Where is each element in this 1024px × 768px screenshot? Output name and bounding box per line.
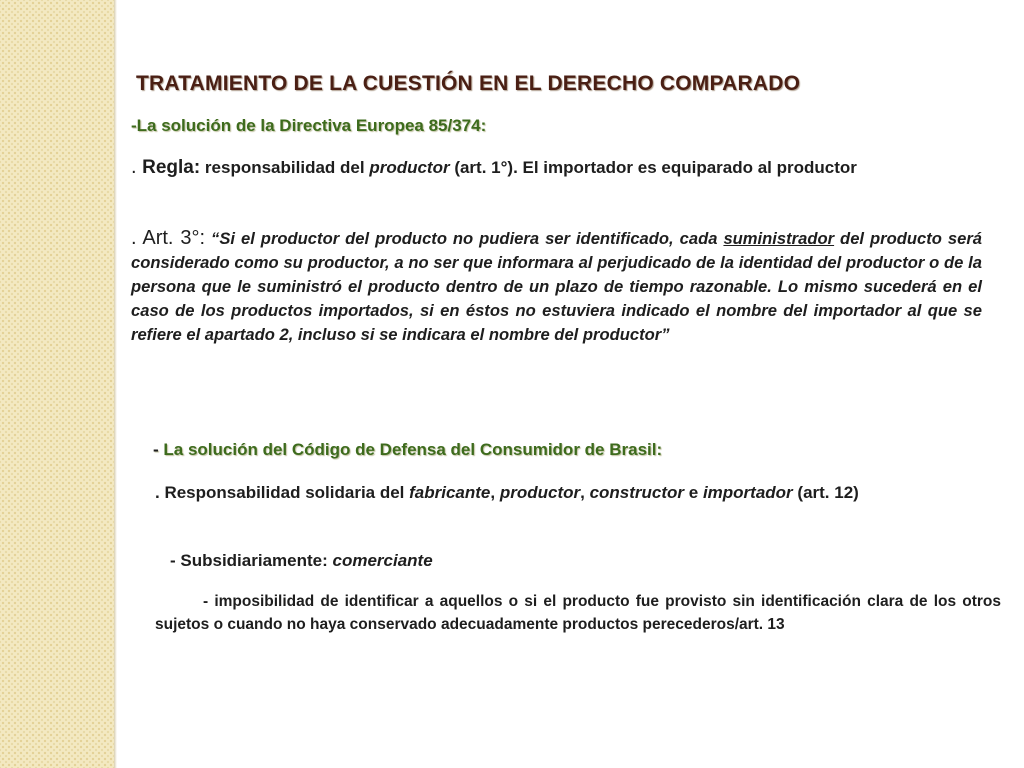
decorative-side-band bbox=[0, 0, 114, 768]
rule-text-c: (art. 1°). El importador es equiparado al productor bbox=[449, 158, 857, 177]
article-label: Art. 3°: bbox=[142, 227, 206, 249]
article-3-paragraph bbox=[131, 226, 982, 347]
rule-text-a: responsabilidad del bbox=[200, 158, 370, 177]
rule-paragraph bbox=[131, 155, 982, 180]
article-quote-b: del producto será considerado como su productor, a no ser que informara al perjudicado de la identidad del productor o de la persona que le suministró el producto dentro de un plazo de tiempo razonable. Lo mismo sucederá en el caso de los productos importados, si en éstos no estuviera indicado el nombre del importador al que se refiere el apartado 2, incluso si se indicara el nombre del productor” bbox=[131, 229, 983, 344]
conjunction: e bbox=[684, 483, 703, 502]
term-productor: productor bbox=[499, 483, 581, 502]
bullet-dot: . bbox=[155, 483, 165, 502]
section-dash: - bbox=[153, 440, 164, 459]
solidaria-article-ref: (art. 12) bbox=[792, 483, 859, 502]
section-heading-brazil bbox=[153, 440, 662, 460]
condition-paragraph bbox=[155, 590, 1001, 636]
rule-text-productor: productor bbox=[369, 158, 450, 177]
term-fabricante: fabricante bbox=[409, 483, 491, 502]
article-quote-a: “Si el productor del producto no pudiera ser identificado, cada bbox=[205, 229, 724, 248]
condition-text: - imposibilidad de identificar a aquellos o si el producto fue provisto sin identificación clara de los otros sujetos o cuando no haya conservado adecuadamente productos perecederos/art. 13 bbox=[155, 593, 1001, 633]
bullet-dot: . bbox=[131, 227, 143, 249]
comma: , bbox=[490, 483, 500, 502]
slide-title: TRATAMIENTO DE LA CUESTIÓN EN EL DERECHO COMPARADO bbox=[136, 72, 801, 95]
solidaria-paragraph bbox=[155, 481, 1001, 505]
subsidiaria-line bbox=[170, 549, 670, 573]
term-importador: importador bbox=[702, 483, 793, 502]
section-heading-eu-directive: -La solución de la Directiva Europea 85/374: bbox=[131, 116, 487, 135]
subsidiaria-value: comerciante bbox=[327, 551, 433, 570]
solidaria-text-a: Responsabilidad solidaria del bbox=[164, 483, 410, 502]
side-band-edge bbox=[114, 0, 117, 768]
section-heading-brazil-text: La solución del Código de Defensa del Consumidor de Brasil: bbox=[163, 440, 663, 459]
rule-label: Regla: bbox=[142, 157, 201, 178]
comma: , bbox=[580, 483, 590, 502]
term-constructor: constructor bbox=[589, 483, 685, 502]
bullet-dot: . bbox=[131, 156, 143, 178]
subsidiaria-label: - Subsidiariamente: bbox=[170, 551, 328, 570]
article-quote-suministrador: suministrador bbox=[723, 229, 835, 248]
